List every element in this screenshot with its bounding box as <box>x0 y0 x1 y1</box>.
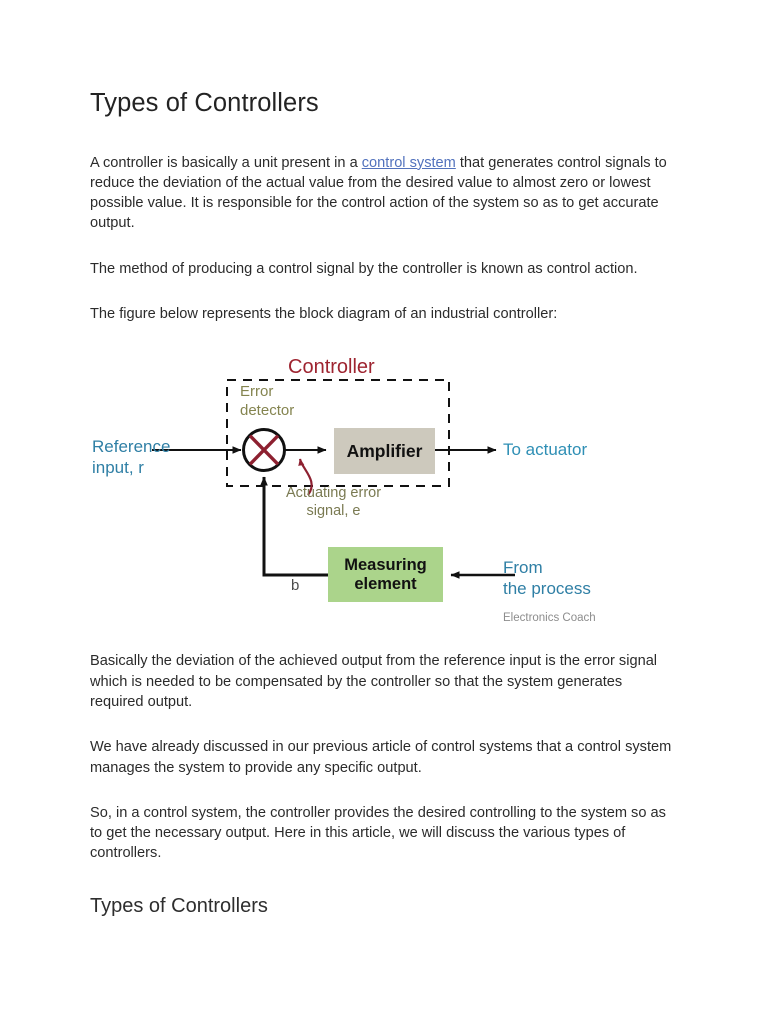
from-process-label-line1: From <box>503 558 543 578</box>
actuating-error-signal-line1: Actuating error <box>285 485 382 502</box>
to-actuator-label: To actuator <box>503 440 588 460</box>
paragraph-intro-text-before: A controller is basically a unit present in a <box>90 154 362 171</box>
actuating-error-signal-line2: signal, e <box>306 503 361 520</box>
paragraph-figure-caption: The figure below represents the block diagram of an industrial controller: <box>90 306 558 323</box>
control-system-link[interactable]: control system <box>361 154 456 171</box>
measuring-element-label-line2: element <box>354 574 417 593</box>
reference-input-label-line1: Reference <box>92 437 171 457</box>
paragraph-control-action: The method of producing a control signal by the controller is known as control action. <box>90 260 638 277</box>
reference-input-label-line2: input, r <box>92 458 144 478</box>
measuring-element-label <box>328 547 443 602</box>
section-heading-types-of-controllers: Types of Controllers <box>90 894 268 917</box>
paragraph-intro-text-after: that generates control signals to reduce the deviation of the actual value from the desired value to almost zero or lowest possible value. It is responsible for the control action of the system so as to get accurate output. <box>90 154 667 232</box>
article-content <box>90 88 678 919</box>
paragraph-error-signal: Basically the deviation of the achieved output from the reference input is the error signal which is needed to be compensated by the controller so that the system generates required output. <box>90 653 658 710</box>
controller-label: Controller <box>288 356 375 379</box>
error-detector-label <box>240 383 294 420</box>
page-title: Types of Controllers <box>90 89 319 117</box>
amplifier-label: Amplifier <box>346 440 423 461</box>
block-diagram-figure <box>90 349 690 629</box>
from-process-label-line2: the process <box>503 579 591 599</box>
paragraph-article-scope: So, in a control system, the controller provides the desired controlling to the system so as to get the necessary output. Here in this article, we will discuss the various types of controllers. <box>90 804 666 862</box>
from-process-label <box>503 558 591 599</box>
actuating-error-signal-label <box>266 485 401 520</box>
error-detector-label-line1: Error <box>240 383 274 401</box>
measuring-element-label-line1: Measuring <box>344 556 427 575</box>
paragraph-intro <box>90 153 678 234</box>
error-detector-label-line2: detector <box>240 401 295 419</box>
reference-input-label <box>92 437 170 478</box>
feedback-signal-label: b <box>291 577 300 595</box>
paragraph-previous-article: We have already discussed in our previous article of control systems that a control system manages the system to provide any specific output. <box>90 739 672 776</box>
watermark-label: Electronics Coach <box>503 612 596 625</box>
